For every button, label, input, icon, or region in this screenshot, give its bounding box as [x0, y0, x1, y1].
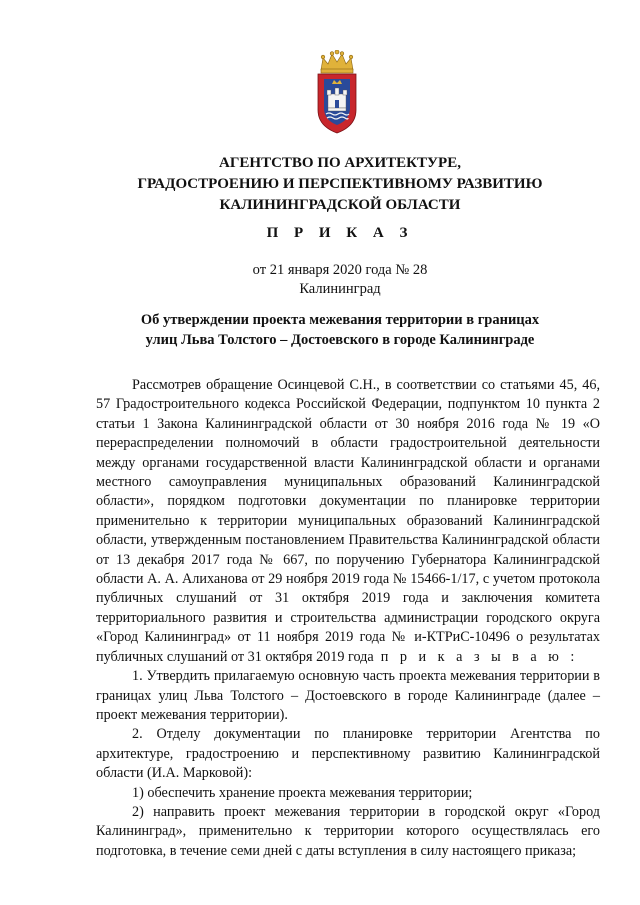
item-2-1-paragraph: 1) обеспечить хранение проекта межевания территории; [132, 784, 473, 801]
item-2-2-paragraph: 2) направить проект межевания территории в городской округ «Город Калининград», применительно к территории которого осуществлялась его подготовка, в течение семи дней с даты вступления в силу настоящего приказа; [96, 803, 600, 859]
item-2-paragraph: 2. Отделу документации по планировке территории Агентства по архитектуре, градостроению и перспективному развитию Калининградской области (И.А. Марковой): [96, 726, 600, 782]
agency-name [80, 153, 600, 216]
preamble-text: Рассмотрев обращение Осинцевой С.Н., в соответствии со статьями 45, 46, 57 Градостроительного кодекса Российской Федерации, подпунктом 10 пункта 2 статьи 1 Закона Калининградской области от 30 ноября 2016 года № 19 «О перераспределении полномочий в области градостроительной деятельности между органами государственной власти Калининградской области и органами местного самоуправления муниципальных образований Калининградской области», порядком подготовки документации по планировке территории применительно к территории муниципальных образований Калининградской области, утвержденным постановлением Правительства Калининградской области от 13 декабря 2017 года № 667, по поручению Губернатора Калининградской области А. А. Алиханова от 29 ноября 2019 года № 15466-1/17, с учетом протокола публичных слушаний от 31 октября 2019 года и заключения комитета территориального развития и строительства администрации городского округа «Город Калининград» от 11 ноября 2019 года № и-КТРиС-10496 о результатах публичных слушаний от 31 октября 2019 года [96, 377, 600, 665]
agency-line-3: КАЛИНИНГРАДСКОЙ ОБЛАСТИ [219, 197, 461, 213]
order-subject [80, 310, 600, 350]
subject-line-1: Об утверждении проекта межевания территории в границах [140, 312, 540, 328]
preamble-paragraph [96, 376, 600, 667]
order-city: Калининград [299, 281, 381, 297]
subject-line-2: улиц Льва Толстого – Достоевского в городе Калининграде [145, 332, 535, 348]
agency-line-2: ГРАДОСТРОЕНИЮ И ПЕРСПЕКТИВНОМУ РАЗВИТИЮ [137, 176, 543, 192]
document-type: П Р И К А З [266, 225, 414, 241]
item-1-paragraph: 1. Утвердить прилагаемую основную часть проекта межевания территории в границах улиц Льва Толстого – Достоевского в городе Калининграде (далее – проект межевания территории). [96, 668, 600, 723]
kaliningrad-coat-of-arms-icon [315, 50, 359, 134]
order-body [96, 376, 600, 861]
agency-line-1: АГЕНТСТВО ПО АРХИТЕКТУРЕ, [219, 155, 461, 171]
order-word: п р и к а з ы в а ю : [380, 648, 579, 665]
order-date-number: от 21 января 2020 года № 28 [252, 262, 428, 278]
